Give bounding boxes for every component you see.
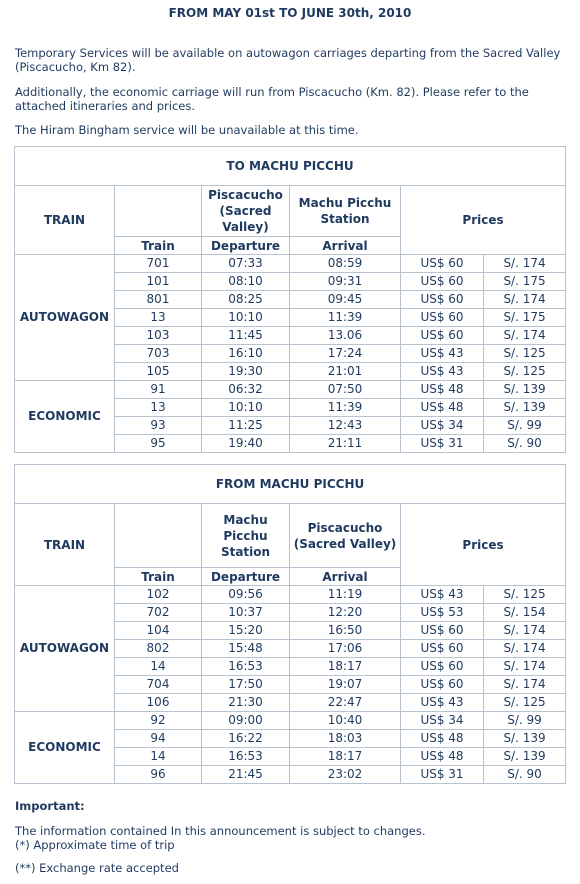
train-number: 103 (115, 327, 202, 345)
departure-time: 16:53 (202, 658, 290, 676)
departure-time: 11:45 (202, 327, 290, 345)
departure-time: 09:00 (202, 712, 290, 730)
price-soles: S/. 174 (484, 291, 566, 309)
table-row (15, 712, 566, 730)
table-title: TO MACHU PICCHU (15, 147, 566, 186)
train-number: 94 (115, 730, 202, 748)
paragraph-hiram-bingham: The Hiram Bingham service will be unavailable at this time. (15, 123, 359, 137)
departure-time: 11:25 (202, 417, 290, 435)
price-soles: S/. 174 (484, 640, 566, 658)
from-machu-picchu-table (14, 464, 566, 784)
price-soles: S/. 154 (484, 604, 566, 622)
train-number: 14 (115, 658, 202, 676)
price-usd: US$ 53 (401, 604, 484, 622)
arrival-time: 13.06 (290, 327, 401, 345)
price-soles: S/. 139 (484, 730, 566, 748)
train-number: 106 (115, 694, 202, 712)
price-soles: S/. 99 (484, 712, 566, 730)
arrival-time: 23:02 (290, 766, 401, 784)
header-spacer (115, 504, 202, 568)
arrival-time: 11:39 (290, 399, 401, 417)
departure-time: 17:50 (202, 676, 290, 694)
departure-time: 16:22 (202, 730, 290, 748)
price-usd: US$ 48 (401, 748, 484, 766)
departure-time: 21:30 (202, 694, 290, 712)
arrival-time: 08:59 (290, 255, 401, 273)
arrival-time: 19:07 (290, 676, 401, 694)
price-usd: US$ 60 (401, 273, 484, 291)
price-soles: S/. 139 (484, 748, 566, 766)
arrival-header: Arrival (290, 237, 401, 255)
price-usd: US$ 43 (401, 363, 484, 381)
departure-time: 15:48 (202, 640, 290, 658)
departure-time: 16:10 (202, 345, 290, 363)
train-number: 104 (115, 622, 202, 640)
arrival-time: 11:19 (290, 586, 401, 604)
train-number: 14 (115, 748, 202, 766)
price-soles: S/. 175 (484, 309, 566, 327)
departure-header: Departure (202, 237, 290, 255)
train-number: 703 (115, 345, 202, 363)
arrival-time: 18:17 (290, 658, 401, 676)
note-subject-to-change: The information contained In this announcement is subject to changes. (15, 824, 426, 838)
price-usd: US$ 60 (401, 622, 484, 640)
price-usd: US$ 43 (401, 694, 484, 712)
arrival-time: 10:40 (290, 712, 401, 730)
service-group-label: AUTOWAGON (15, 586, 115, 712)
train-number: 13 (115, 399, 202, 417)
arrival-time: 18:17 (290, 748, 401, 766)
arrival-time: 18:03 (290, 730, 401, 748)
note-exchange-rate: (**) Exchange rate accepted (15, 861, 179, 875)
arrival-time: 09:45 (290, 291, 401, 309)
departure-time: 21:45 (202, 766, 290, 784)
train-number: 102 (115, 586, 202, 604)
price-usd: US$ 60 (401, 309, 484, 327)
departure-time: 19:30 (202, 363, 290, 381)
train-number: 95 (115, 435, 202, 453)
note-approximate-time: (*) Approximate time of trip (15, 838, 175, 852)
price-usd: US$ 43 (401, 586, 484, 604)
price-soles: S/. 174 (484, 622, 566, 640)
table-title-row (15, 147, 566, 186)
train-number: 13 (115, 309, 202, 327)
price-soles: S/. 174 (484, 658, 566, 676)
departure-time: 15:20 (202, 622, 290, 640)
price-soles: S/. 90 (484, 435, 566, 453)
table-row (15, 255, 566, 273)
header-spacer (115, 186, 202, 237)
price-usd: US$ 31 (401, 766, 484, 784)
arrival-time: 12:43 (290, 417, 401, 435)
price-usd: US$ 48 (401, 381, 484, 399)
train-number: 801 (115, 291, 202, 309)
price-soles: S/. 174 (484, 676, 566, 694)
train-number: 92 (115, 712, 202, 730)
price-soles: S/. 125 (484, 363, 566, 381)
price-soles: S/. 139 (484, 399, 566, 417)
to-machu-picchu-table (14, 146, 566, 453)
price-usd: US$ 48 (401, 730, 484, 748)
table-row (15, 381, 566, 399)
arrival-time: 17:06 (290, 640, 401, 658)
train-header: TRAIN (15, 186, 115, 255)
train-number-header: Train (115, 568, 202, 586)
departure-time: 19:40 (202, 435, 290, 453)
train-number: 802 (115, 640, 202, 658)
train-number: 91 (115, 381, 202, 399)
destination-header: Piscacucho (Sacred Valley) (290, 504, 401, 568)
train-number: 704 (115, 676, 202, 694)
departure-time: 10:37 (202, 604, 290, 622)
price-soles: S/. 174 (484, 255, 566, 273)
departure-time: 06:32 (202, 381, 290, 399)
departure-time: 08:10 (202, 273, 290, 291)
table-title-row (15, 465, 566, 504)
paragraph-economic-carriage: Additionally, the economic carriage will run from Piscacucho (Km. 82). Please refer to the attached itineraries and prices. (15, 85, 529, 113)
arrival-time: 09:31 (290, 273, 401, 291)
departure-time: 08:25 (202, 291, 290, 309)
paragraph-temporary-services: Temporary Services will be available on autowagon carriages departing from the Sacred Valley (Piscacucho, Km 82). (15, 46, 561, 74)
prices-header: Prices (401, 504, 566, 586)
price-usd: US$ 43 (401, 345, 484, 363)
price-soles: S/. 125 (484, 694, 566, 712)
destination-header: Machu Picchu Station (290, 186, 401, 237)
price-usd: US$ 60 (401, 291, 484, 309)
train-number: 101 (115, 273, 202, 291)
price-soles: S/. 139 (484, 381, 566, 399)
train-number: 96 (115, 766, 202, 784)
price-usd: US$ 60 (401, 327, 484, 345)
arrival-time: 12:20 (290, 604, 401, 622)
price-usd: US$ 60 (401, 676, 484, 694)
page-heading: FROM MAY 01st TO JUNE 30th, 2010 (168, 6, 412, 20)
service-group-label: ECONOMIC (15, 712, 115, 784)
origin-header: Piscacucho (Sacred Valley) (202, 186, 290, 237)
price-usd: US$ 60 (401, 658, 484, 676)
price-soles: S/. 174 (484, 327, 566, 345)
departure-time: 16:53 (202, 748, 290, 766)
price-soles: S/. 125 (484, 345, 566, 363)
train-number: 105 (115, 363, 202, 381)
price-usd: US$ 60 (401, 640, 484, 658)
price-usd: US$ 48 (401, 399, 484, 417)
price-usd: US$ 31 (401, 435, 484, 453)
service-group-label: AUTOWAGON (15, 255, 115, 381)
origin-header: Machu Picchu Station (202, 504, 290, 568)
table-header-row (15, 504, 566, 568)
price-soles: S/. 99 (484, 417, 566, 435)
arrival-time: 11:39 (290, 309, 401, 327)
train-number: 702 (115, 604, 202, 622)
table-header-row (15, 186, 566, 237)
price-usd: US$ 34 (401, 417, 484, 435)
service-group-label: ECONOMIC (15, 381, 115, 453)
train-number: 701 (115, 255, 202, 273)
arrival-time: 16:50 (290, 622, 401, 640)
price-usd: US$ 34 (401, 712, 484, 730)
arrival-header: Arrival (290, 568, 401, 586)
price-soles: S/. 175 (484, 273, 566, 291)
table-title: FROM MACHU PICCHU (15, 465, 566, 504)
price-soles: S/. 125 (484, 586, 566, 604)
arrival-time: 17:24 (290, 345, 401, 363)
train-header: TRAIN (15, 504, 115, 586)
arrival-time: 21:01 (290, 363, 401, 381)
departure-time: 10:10 (202, 309, 290, 327)
arrival-time: 07:50 (290, 381, 401, 399)
arrival-time: 22:47 (290, 694, 401, 712)
prices-header: Prices (401, 186, 566, 255)
price-soles: S/. 90 (484, 766, 566, 784)
price-usd: US$ 60 (401, 255, 484, 273)
departure-header: Departure (202, 568, 290, 586)
train-number-header: Train (115, 237, 202, 255)
arrival-time: 21:11 (290, 435, 401, 453)
departure-time: 09:56 (202, 586, 290, 604)
important-label: Important: (15, 799, 85, 813)
departure-time: 07:33 (202, 255, 290, 273)
table-row (15, 586, 566, 604)
train-number: 93 (115, 417, 202, 435)
departure-time: 10:10 (202, 399, 290, 417)
